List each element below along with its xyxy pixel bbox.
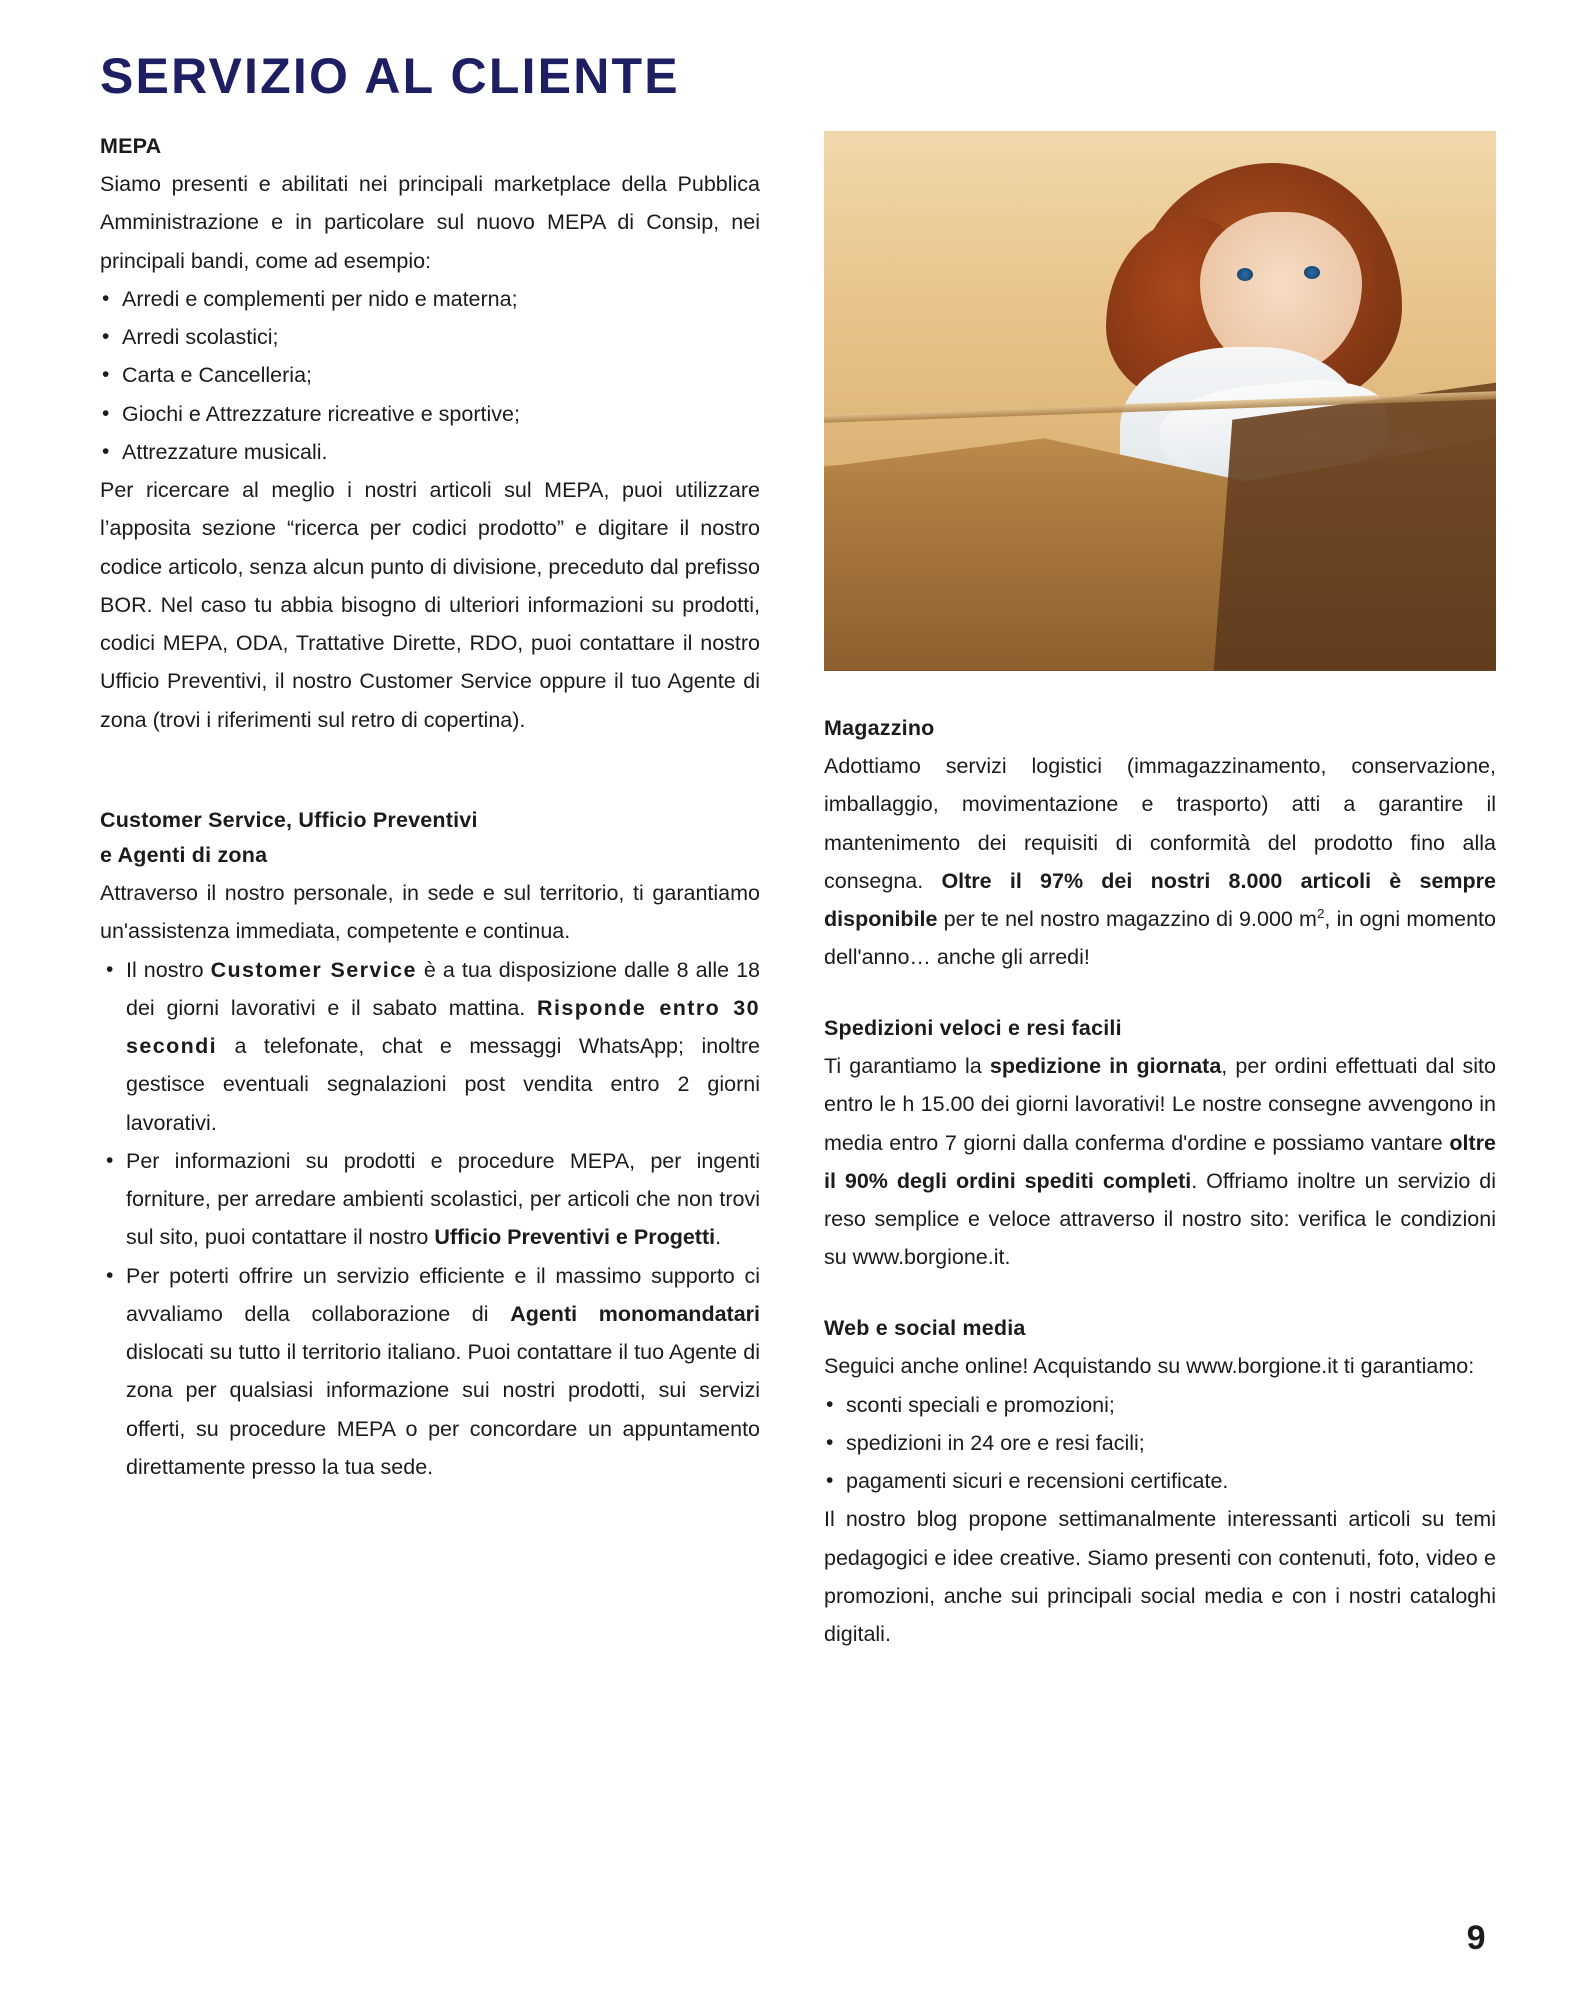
page-number: 9 [1466, 1919, 1486, 1957]
section-spacer [100, 739, 760, 805]
magazzino-post: , in ogni momento dell'anno… anche gli arredi! [824, 907, 1496, 970]
spedizioni-paragraph [824, 1047, 1496, 1277]
heading-web-social: Web e social media [824, 1315, 1026, 1340]
list-item [100, 1257, 760, 1487]
list-item: • sconti speciali e promozioni; [824, 1386, 1496, 1424]
bullet1-mid: è a tua disposizione dalle 8 alle 18 dei giorni lavorativi e il sabato mattina. [126, 957, 761, 1020]
heading-magazzino: Magazzino [824, 715, 935, 740]
list-item: • pagamenti sicuri e recensioni certificate. [824, 1462, 1496, 1500]
bullet1-bold-30-secondi: Risponde entro 30 secondi [126, 995, 760, 1059]
section-spacer [824, 1277, 1496, 1313]
bullet2-bold-ufficio-preventivi: Ufficio Preventivi e Progetti [434, 1225, 716, 1250]
list-item: • spedizioni in 24 ore e resi facili; [824, 1424, 1496, 1462]
photo-cardboard-box-flap [1214, 379, 1496, 671]
bullet3-post: dislocati su tutto il territorio italiano. Puoi contattare il tuo Agente di zona per qualsiasi informazione sui nostri prodotti, sui servizi offerti, su procedure MEPA o per concordare un appuntamento direttamente presso la tua sede. [126, 1340, 760, 1480]
list-item [100, 1142, 760, 1257]
spedizioni-bold-giornata: spedizione in giornata [989, 1054, 1222, 1079]
list-item: • Carta e Cancelleria; [100, 356, 760, 394]
photo-child-eye-right [1304, 266, 1320, 279]
list-item: • Arredi e complementi per nido e materna; [100, 280, 760, 318]
bullet2-pre: Per informazioni su prodotti e procedure MEPA, per ingenti forniture, per arredare ambienti scolastici, per articoli che non trovi sul sito, puoi contattare il nostro [126, 1148, 760, 1250]
spedizioni-pre: Ti garantiamo la [824, 1054, 990, 1079]
bullet3-bold-agenti: Agenti monomandatari [510, 1301, 760, 1326]
customer-service-bullet-list [100, 951, 760, 1487]
spedizioni-post: . Offriamo inoltre un servizio di reso semplice e veloce attraverso il nostro sito: verifica le condizioni su www.borgione.it. [824, 1168, 1497, 1270]
bullet3-pre: Per poterti offrire un servizio efficiente e il massimo supporto ci avvaliamo della collaborazione di [126, 1263, 760, 1326]
customer-service-intro: Attraverso il nostro personale, in sede e sul territorio, ti garantiamo un'assistenza immediata, competente e continua. [100, 881, 760, 944]
bullet1-bold-customer-service: Customer Service [210, 957, 417, 982]
web-social-bullet-list [824, 1386, 1496, 1501]
list-item [100, 951, 760, 1142]
list-item: • Giochi e Attrezzature ricreative e sportive; [100, 395, 760, 433]
page-title: SERVIZIO AL CLIENTE [100, 48, 680, 104]
heading-spedizioni: Spedizioni veloci e resi facili [824, 1015, 1122, 1040]
magazzino-paragraph [824, 747, 1496, 977]
spedizioni-bold-90-percent: oltre il 90% degli ordini spediti completi [824, 1130, 1496, 1193]
bullet1-pre: Il nostro [126, 957, 211, 982]
left-column [100, 131, 760, 1487]
web-social-intro: Seguici anche online! Acquistando su www.borgione.it ti garantiamo: [824, 1354, 1475, 1379]
list-item: • Arredi scolastici; [100, 318, 760, 356]
magazzino-superscript: 2 [1316, 905, 1325, 921]
mepa-intro-paragraph: Siamo presenti e abilitati nei principali marketplace della Pubblica Amministrazione e in particolare sul nuovo MEPA di Consip, nei principali bandi, come ad esempio: [100, 172, 760, 273]
section-spacer [824, 977, 1496, 1013]
bullet2-post: . [715, 1225, 722, 1250]
mepa-bullet-list [100, 280, 760, 471]
child-in-box-photo [824, 131, 1496, 671]
mepa-detail-paragraph: Per ricercare al meglio i nostri articoli sul MEPA, puoi utilizzare l’apposita sezione “ricerca per codici prodotto” e digitare il nostro codice articolo, senza alcun punto di divisione, preceduto dal prefisso BOR. Nel caso tu abbia bisogno di ulteriori informazioni su prodotti, codici MEPA, ODA, Trattative Dirette, RDO, puoi contattare il nostro Ufficio Preventivi, il nostro Customer Service oppure il tuo Agente di zona (trovi i riferimenti sul retro di copertina). [100, 478, 760, 732]
web-social-outro: Il nostro blog propone settimanalmente interessanti articoli su temi pedagogici e idee creative. Siamo presenti con contenuti, foto, video e promozioni, anche sui principali social media e con i nostri cataloghi digitali. [824, 1507, 1496, 1647]
spedizioni-mid: , per ordini effettuati dal sito entro le h 15.00 dei giorni lavorativi! Le nostre consegne avvengono in media entro 7 giorni dalla conferma d'ordine e possiamo vantare [824, 1054, 1496, 1155]
heading-customer-service-line2: e Agenti di zona [100, 842, 268, 867]
two-column-layout [100, 131, 1496, 1654]
magazzino-mid: per te nel nostro magazzino di 9.000 m [937, 907, 1317, 932]
bullet1-post: a telefonate, chat e messaggi WhatsApp; inoltre gestisce eventuali segnalazioni post vendita entro 2 giorni lavorativi. [126, 1034, 760, 1135]
heading-customer-service-line1: Customer Service, Ufficio Preventivi [100, 808, 478, 832]
heading-mepa: MEPA [100, 133, 162, 158]
list-item: • Attrezzature musicali. [100, 433, 760, 471]
right-column [824, 131, 1496, 1654]
page-content [100, 50, 1496, 1950]
magazzino-pre: Adottiamo servizi logistici (immagazzinamento, conservazione, imballaggio, movimentazione e trasporto) atti a garantire il mantenimento dei requisiti di conformità del prodotto fino alla consegna. [824, 754, 1496, 893]
magazzino-bold-97-percent: Oltre il 97% dei nostri 8.000 articoli è sempre disponibile [824, 868, 1496, 932]
